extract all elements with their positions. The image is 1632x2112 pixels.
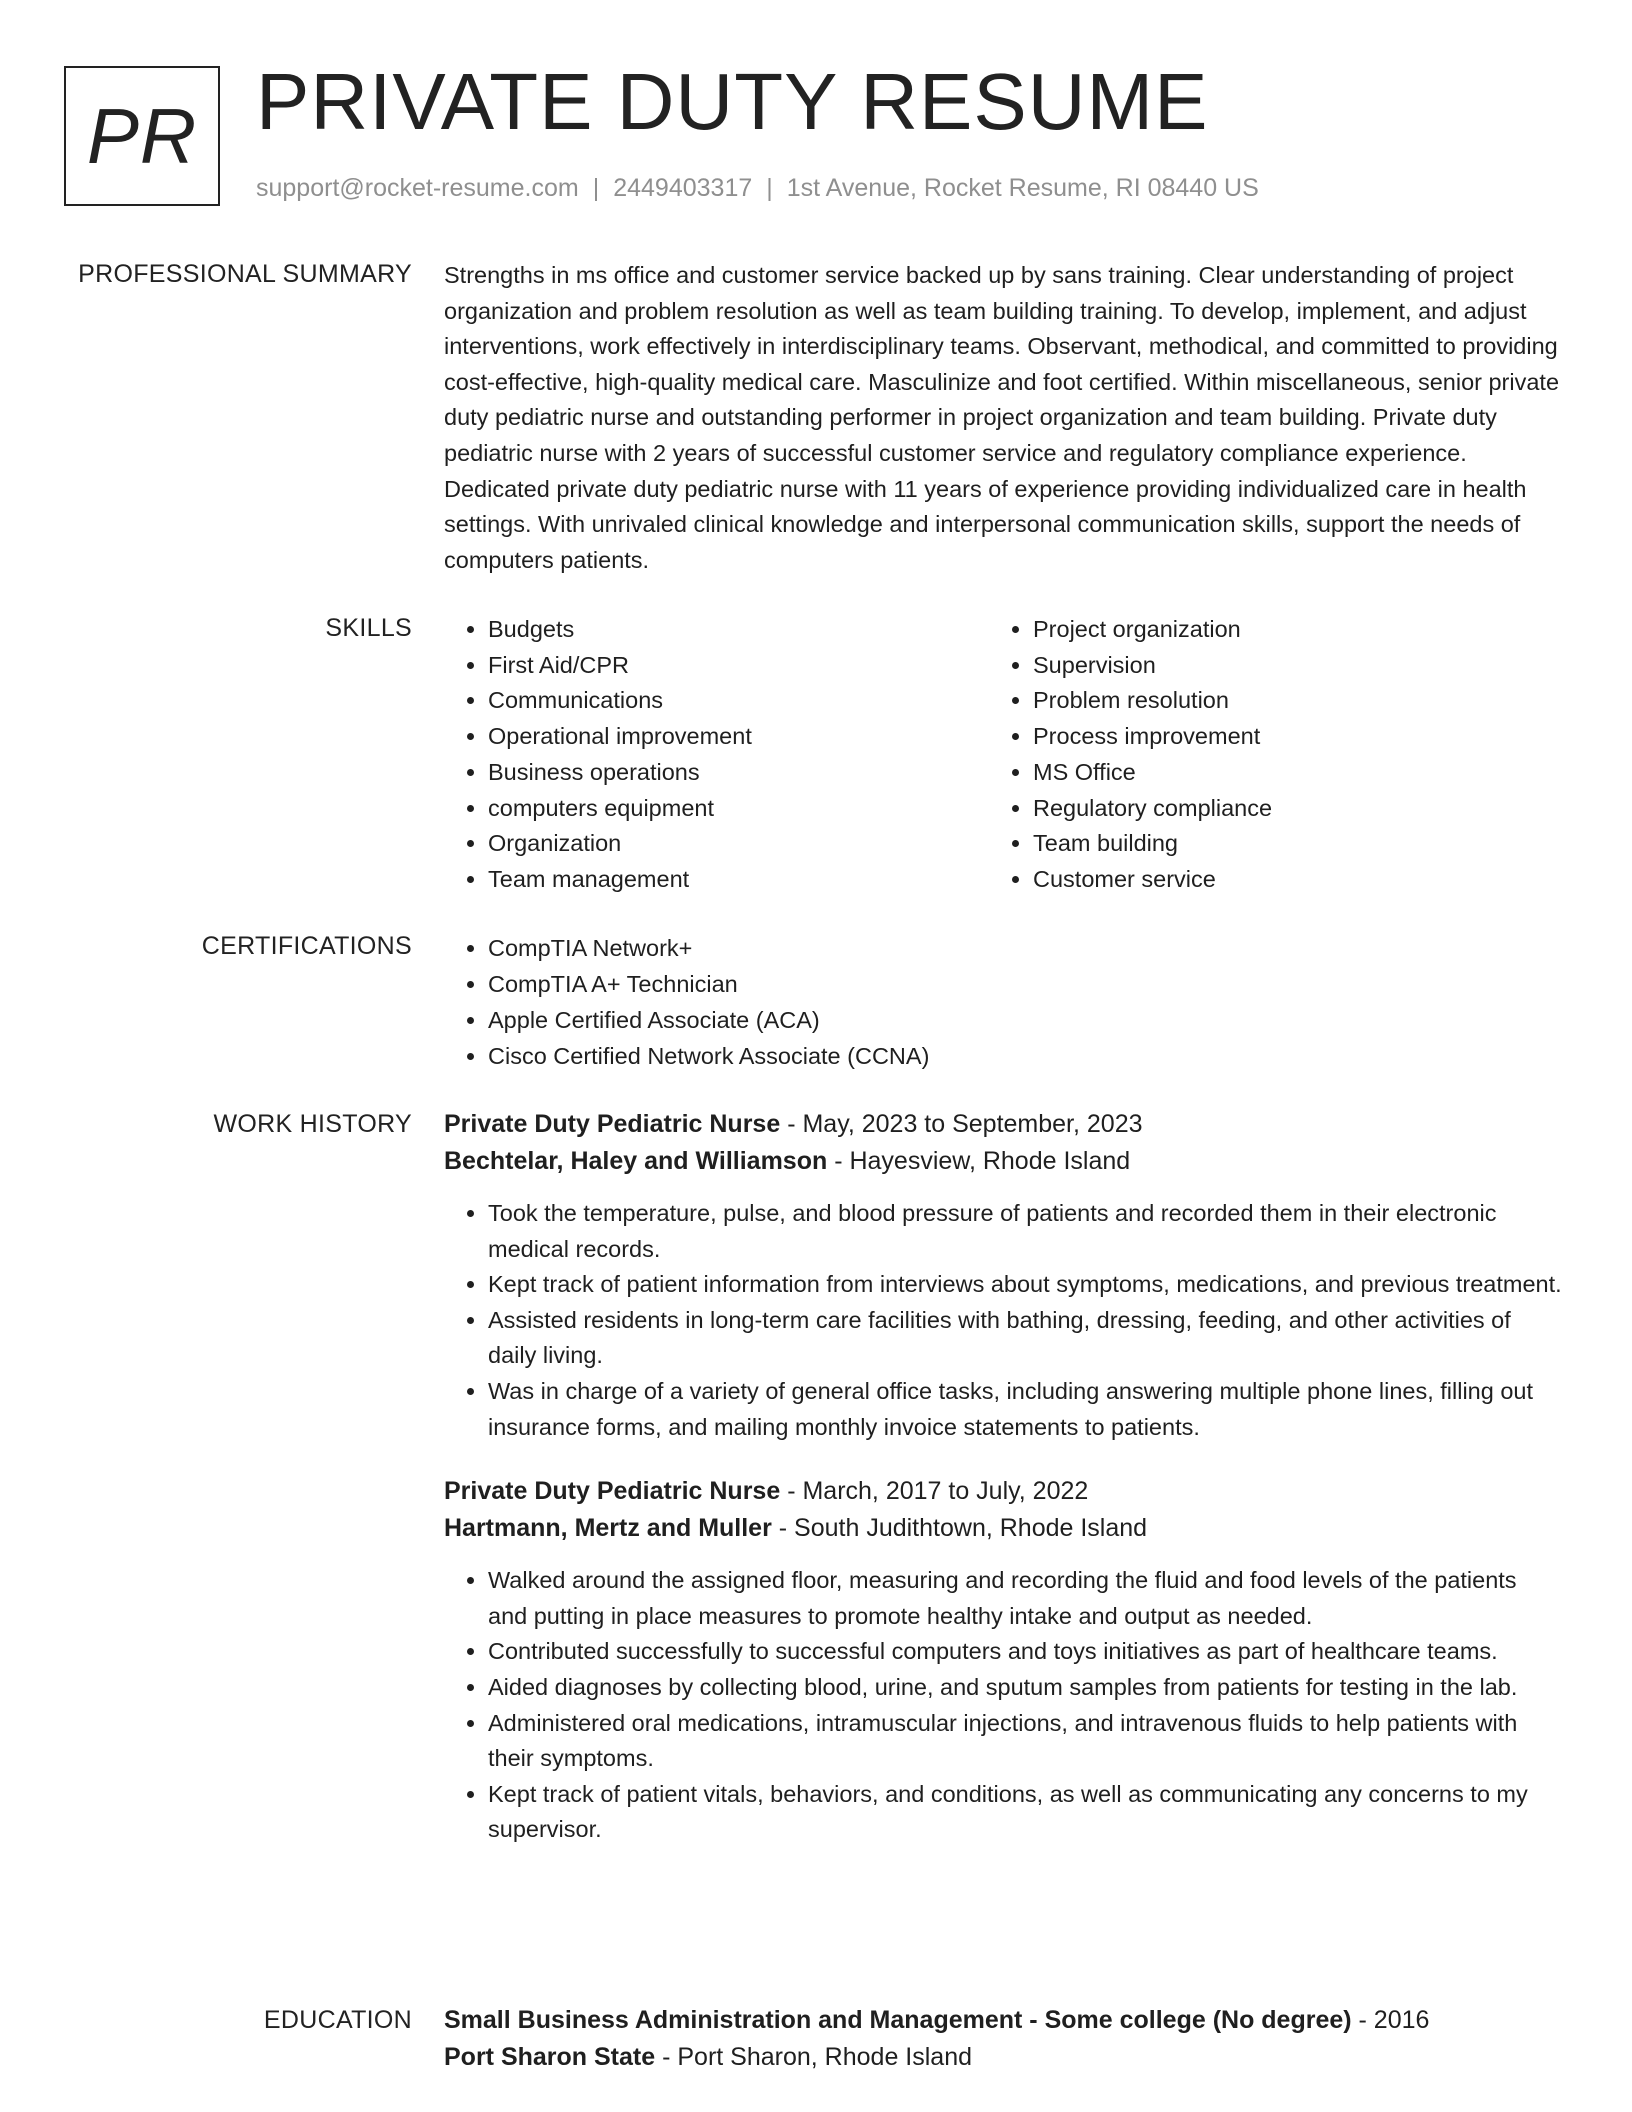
job-bullet: • Assisted residents in long-term care facilities with bathing, dressing, feeding, and other activities of daily living. bbox=[488, 1303, 1562, 1374]
job-title: Private Duty Pediatric Nurse bbox=[444, 1110, 781, 1138]
resume-title: PRIVATE DUTY RESUME bbox=[256, 57, 1209, 146]
job-bullet: • Was in charge of a variety of general office tasks, including answering multiple phone lines, filling out insurance forms, and mailing monthly invoice statements to patients. bbox=[488, 1374, 1562, 1445]
job-company: Hartmann, Mertz and Muller bbox=[444, 1514, 772, 1543]
job-bullet: • Kept track of patient vitals, behaviors, and conditions, as well as communicating any concerns to my supervisor. bbox=[488, 1777, 1562, 1848]
skill-item: • Supervision bbox=[1033, 648, 1534, 684]
summary-text: Strengths in ms office and customer service backed up by sans training. Clear understanding of project organization and problem resolution as well as team building training. To develop, implement, and adjust interventions, work effectively in interdisciplinary teams. Observant, methodical, and committed to providing cost-effective, high-quality medical care. Masculinize and foot certified. Within miscellaneous, senior private duty pediatric nurse and outstanding performer in project organization and team building. Private duty pediatric nurse with 2 years of successful customer service and regulatory compliance experience. Dedicated private duty pediatric nurse with 11 years of experience providing individualized care in health settings. With unrivaled clinical knowledge and interpersonal communication skills, support the needs of computers patients. bbox=[444, 262, 1560, 573]
job-company-line bbox=[444, 1510, 1562, 1547]
contact-separator: | bbox=[766, 174, 773, 202]
skill-item: • Team management bbox=[488, 862, 989, 898]
job-company-line bbox=[444, 1143, 1562, 1180]
education-school-line bbox=[444, 2039, 1562, 2076]
job-bullets bbox=[444, 1196, 1562, 1445]
job-title-line bbox=[444, 1106, 1562, 1143]
contact-email[interactable]: support@rocket-resume.com bbox=[256, 174, 579, 202]
job-bullet: • Kept track of patient information from interviews about symptoms, medications, and previous treatment. bbox=[488, 1267, 1562, 1303]
skill-item: • Communications bbox=[488, 683, 989, 719]
skill-item: • First Aid/CPR bbox=[488, 648, 989, 684]
job-company: Bechtelar, Haley and Williamson bbox=[444, 1147, 828, 1175]
job-title-line bbox=[444, 1473, 1562, 1510]
job-bullet: • Walked around the assigned floor, measuring and recording the fluid and food levels of the patients and putting in place measures to promote healthy intake and output as needed. bbox=[488, 1563, 1562, 1634]
skills-column-right bbox=[989, 612, 1534, 898]
skill-item: • Budgets bbox=[488, 612, 989, 648]
skill-item: • Process improvement bbox=[1033, 719, 1534, 755]
job-bullet: • Aided diagnoses by collecting blood, urine, and sputum samples from patients for testing in the lab. bbox=[488, 1670, 1562, 1706]
monogram-box bbox=[64, 66, 220, 206]
skills-list bbox=[444, 612, 1562, 898]
job-entry bbox=[444, 1106, 1562, 1445]
education-school: Port Sharon State bbox=[444, 2043, 656, 2071]
work-history-body bbox=[444, 1106, 1562, 1848]
contact-address: 1st Avenue, Rocket Resume, RI 08440 US bbox=[786, 174, 1259, 202]
work-history-heading: WORK HISTORY bbox=[213, 1110, 412, 1138]
skill-item: • Problem resolution bbox=[1033, 683, 1534, 719]
job-bullet: • Contributed successfully to successful computers and toys initiatives as part of healthcare teams. bbox=[488, 1634, 1562, 1670]
skill-item: • MS Office bbox=[1033, 755, 1534, 791]
contact-line bbox=[256, 174, 1259, 203]
skill-item: • Customer service bbox=[1033, 862, 1534, 898]
contact-phone[interactable]: 2449403317 bbox=[613, 174, 753, 202]
job-bullet: • Administered oral medications, intramuscular injections, and intravenous fluids to help patients with their symptoms. bbox=[488, 1706, 1562, 1777]
skills-heading: SKILLS bbox=[325, 614, 412, 642]
skill-item: • Operational improvement bbox=[488, 719, 989, 755]
summary-body bbox=[444, 258, 1562, 578]
education-year: - 2016 bbox=[1351, 2006, 1430, 2034]
job-location: - Hayesview, Rhode Island bbox=[827, 1147, 1131, 1175]
skill-item: • computers equipment bbox=[488, 791, 989, 827]
certification-item: • CompTIA Network+ bbox=[488, 930, 1562, 966]
job-title: Private Duty Pediatric Nurse bbox=[444, 1477, 781, 1506]
contact-separator: | bbox=[592, 174, 600, 202]
job-dates: - March, 2017 to July, 2022 bbox=[780, 1477, 1089, 1506]
monogram-initials: PR bbox=[86, 91, 198, 180]
skill-item: • Organization bbox=[488, 826, 989, 862]
summary-heading: PROFESSIONAL SUMMARY bbox=[78, 260, 412, 288]
education-heading: EDUCATION bbox=[263, 2006, 412, 2034]
skills-column-left bbox=[444, 612, 989, 898]
skill-item: • Team building bbox=[1033, 826, 1534, 862]
certification-item: • Cisco Certified Network Associate (CCNA) bbox=[488, 1038, 1562, 1074]
certification-item: • Apple Certified Associate (ACA) bbox=[488, 1002, 1562, 1038]
certifications-body bbox=[444, 930, 1562, 1074]
skill-item: • Business operations bbox=[488, 755, 989, 791]
skill-item: • Project organization bbox=[1033, 612, 1534, 648]
job-bullet: • Took the temperature, pulse, and blood pressure of patients and recorded them in their electronic medical records. bbox=[488, 1196, 1562, 1267]
education-degree-line bbox=[444, 2002, 1562, 2039]
certification-item: • CompTIA A+ Technician bbox=[488, 966, 1562, 1002]
skill-item: • Regulatory compliance bbox=[1033, 791, 1534, 827]
certifications-heading: CERTIFICATIONS bbox=[201, 932, 412, 960]
job-dates: - May, 2023 to September, 2023 bbox=[780, 1110, 1143, 1138]
education-location: - Port Sharon, Rhode Island bbox=[655, 2043, 973, 2071]
job-entry bbox=[444, 1473, 1562, 1848]
education-degree: Small Business Administration and Management - Some college (No degree) bbox=[444, 2006, 1352, 2034]
education-body bbox=[444, 2002, 1562, 2076]
job-bullets bbox=[444, 1563, 1562, 1848]
job-location: - South Judithtown, Rhode Island bbox=[771, 1514, 1148, 1543]
